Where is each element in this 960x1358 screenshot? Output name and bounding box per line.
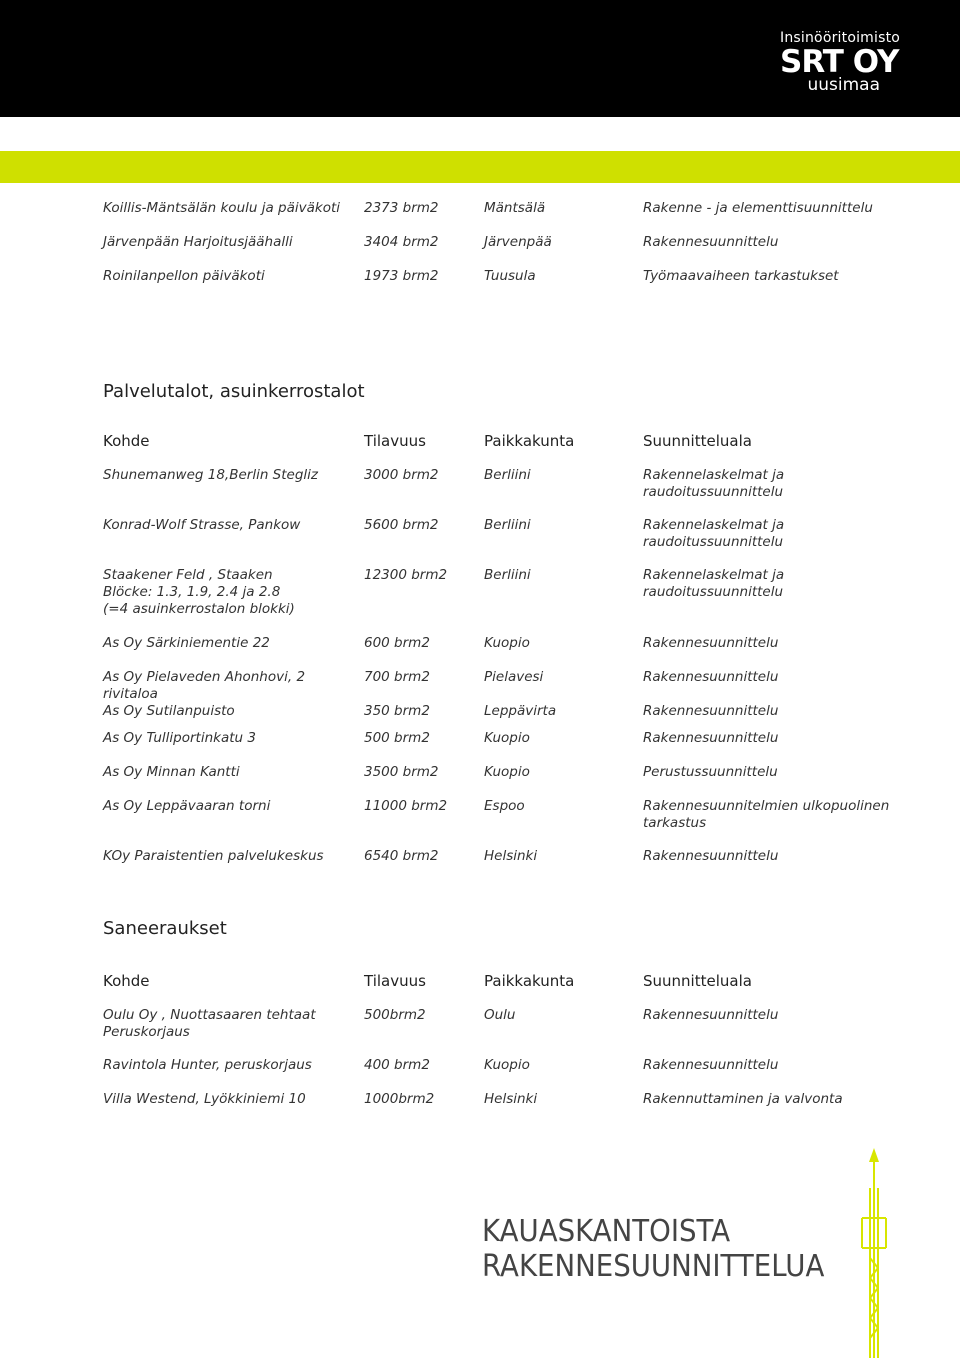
- cell-tilavuus: 3404 brm2: [364, 234, 439, 250]
- cell-kohde: Oulu Oy , Nuottasaaren tehtaat Peruskorjaus: [103, 1007, 316, 1040]
- cell-suunnitteluala: Rakennesuunnittelu: [643, 703, 779, 719]
- cell-paikkakunta: Kuopio: [484, 1057, 530, 1073]
- cell-tilavuus: 6540 brm2: [364, 848, 439, 864]
- cell-kohde: Konrad-Wolf Strasse, Pankow: [103, 517, 301, 533]
- cell-paikkakunta: Järvenpää: [484, 234, 552, 250]
- header-suunnitteluala: Suunnitteluala: [643, 432, 752, 450]
- cell-suunnitteluala: Rakennesuunnittelu: [643, 234, 779, 250]
- cell-kohde: Järvenpään Harjoitusjäähalli: [103, 234, 293, 250]
- cell-kohde: Staakener Feld , Staaken Blöcke: 1.3, 1.9, 2.4 ja 2.8 (=4 asuinkerrostalon blokki): [103, 567, 295, 617]
- cell-tilavuus: 3500 brm2: [364, 764, 439, 780]
- cell-paikkakunta: Oulu: [484, 1007, 516, 1023]
- cell-paikkakunta: Berliini: [484, 467, 531, 483]
- logo-line3: uusimaa: [807, 75, 880, 95]
- cell-paikkakunta: Berliini: [484, 567, 531, 583]
- section-title-saneeraukset: Saneeraukset: [103, 918, 227, 939]
- cell-suunnitteluala: Rakennesuunnittelu: [643, 1057, 779, 1073]
- header-kohde: Kohde: [103, 972, 150, 990]
- cell-paikkakunta: Mäntsälä: [484, 200, 546, 216]
- cell-paikkakunta: Kuopio: [484, 635, 530, 651]
- cell-suunnitteluala: Rakenne - ja elementtisuunnittelu: [643, 200, 873, 216]
- cell-tilavuus: 5600 brm2: [364, 517, 439, 533]
- header-tilavuus: Tilavuus: [364, 432, 426, 450]
- cell-kohde: As Oy Sutilanpuisto: [103, 703, 235, 719]
- cell-suunnitteluala: Rakennesuunnitelmien ulkopuolinen tarkastus: [643, 798, 890, 831]
- cell-paikkakunta: Espoo: [484, 798, 525, 814]
- cell-suunnitteluala: Työmaavaiheen tarkastukset: [643, 268, 839, 284]
- cell-tilavuus: 12300 brm2: [364, 567, 448, 583]
- header-paikkakunta: Paikkakunta: [484, 972, 575, 990]
- cell-kohde: As Oy Pielaveden Ahonhovi, 2 rivitaloa: [103, 669, 306, 702]
- cell-suunnitteluala: Rakennesuunnittelu: [643, 635, 779, 651]
- cell-suunnitteluala: Rakennesuunnittelu: [643, 1007, 779, 1023]
- cell-tilavuus: 600 brm2: [364, 635, 430, 651]
- cell-suunnitteluala: Rakennelaskelmat ja raudoitussuunnittelu: [643, 467, 785, 500]
- cell-suunnitteluala: Rakennelaskelmat ja raudoitussuunnittelu: [643, 567, 785, 600]
- cell-tilavuus: 1000brm2: [364, 1091, 435, 1107]
- header-suunnitteluala: Suunnitteluala: [643, 972, 752, 990]
- cell-kohde: Villa Westend, Lyökkiniemi 10: [103, 1091, 306, 1107]
- cell-suunnitteluala: Rakennuttaminen ja valvonta: [643, 1091, 843, 1107]
- cell-tilavuus: 700 brm2: [364, 669, 430, 685]
- cell-tilavuus: 400 brm2: [364, 1057, 430, 1073]
- cell-tilavuus: 350 brm2: [364, 703, 430, 719]
- cell-tilavuus: 500brm2: [364, 1007, 426, 1023]
- cell-kohde: As Oy Tulliportinkatu 3: [103, 730, 256, 746]
- cell-suunnitteluala: Perustussuunnittelu: [643, 764, 778, 780]
- section-title-palvelutalot: Palvelutalot, asuinkerrostalot: [103, 381, 365, 402]
- cell-kohde: Shunemanweg 18,Berlin Stegliz: [103, 467, 318, 483]
- cell-paikkakunta: Kuopio: [484, 764, 530, 780]
- cell-kohde: As Oy Särkiniementie 22: [103, 635, 270, 651]
- slogan-line1: KAUASKANTOISTA: [482, 1214, 731, 1249]
- cell-kohde: Ravintola Hunter, peruskorjaus: [103, 1057, 312, 1073]
- cell-tilavuus: 3000 brm2: [364, 467, 439, 483]
- cell-paikkakunta: Helsinki: [484, 848, 538, 864]
- cell-kohde: Koillis-Mäntsälän koulu ja päiväkoti: [103, 200, 341, 216]
- header-paikkakunta: Paikkakunta: [484, 432, 575, 450]
- crane-icon: [858, 1148, 890, 1358]
- cell-tilavuus: 500 brm2: [364, 730, 430, 746]
- header-bar: [0, 0, 960, 117]
- cell-kohde: As Oy Leppävaaran torni: [103, 798, 271, 814]
- cell-kohde: As Oy Minnan Kantti: [103, 764, 240, 780]
- cell-tilavuus: 11000 brm2: [364, 798, 448, 814]
- footer-slogan: [482, 1214, 824, 1284]
- cell-suunnitteluala: Rakennelaskelmat ja raudoitussuunnittelu: [643, 517, 785, 550]
- cell-suunnitteluala: Rakennesuunnittelu: [643, 730, 779, 746]
- cell-kohde: Roinilanpellon päiväkoti: [103, 268, 265, 284]
- cell-tilavuus: 2373 brm2: [364, 200, 439, 216]
- cell-paikkakunta: Tuusula: [484, 268, 536, 284]
- logo-line1: Insinööritoimisto: [780, 30, 901, 46]
- cell-kohde: KOy Paraistentien palvelukeskus: [103, 848, 324, 864]
- cell-paikkakunta: Leppävirta: [484, 703, 557, 719]
- slogan-line2: RAKENNESUUNNITTELUA: [482, 1249, 825, 1284]
- logo-line2: SRT OY: [780, 44, 899, 80]
- cell-tilavuus: 1973 brm2: [364, 268, 439, 284]
- cell-suunnitteluala: Rakennesuunnittelu: [643, 848, 779, 864]
- cell-paikkakunta: Kuopio: [484, 730, 530, 746]
- accent-bar: [0, 151, 960, 183]
- header-kohde: Kohde: [103, 432, 150, 450]
- cell-paikkakunta: Berliini: [484, 517, 531, 533]
- cell-paikkakunta: Helsinki: [484, 1091, 538, 1107]
- cell-paikkakunta: Pielavesi: [484, 669, 544, 685]
- cell-suunnitteluala: Rakennesuunnittelu: [643, 669, 779, 685]
- header-tilavuus: Tilavuus: [364, 972, 426, 990]
- company-logo: [780, 30, 902, 93]
